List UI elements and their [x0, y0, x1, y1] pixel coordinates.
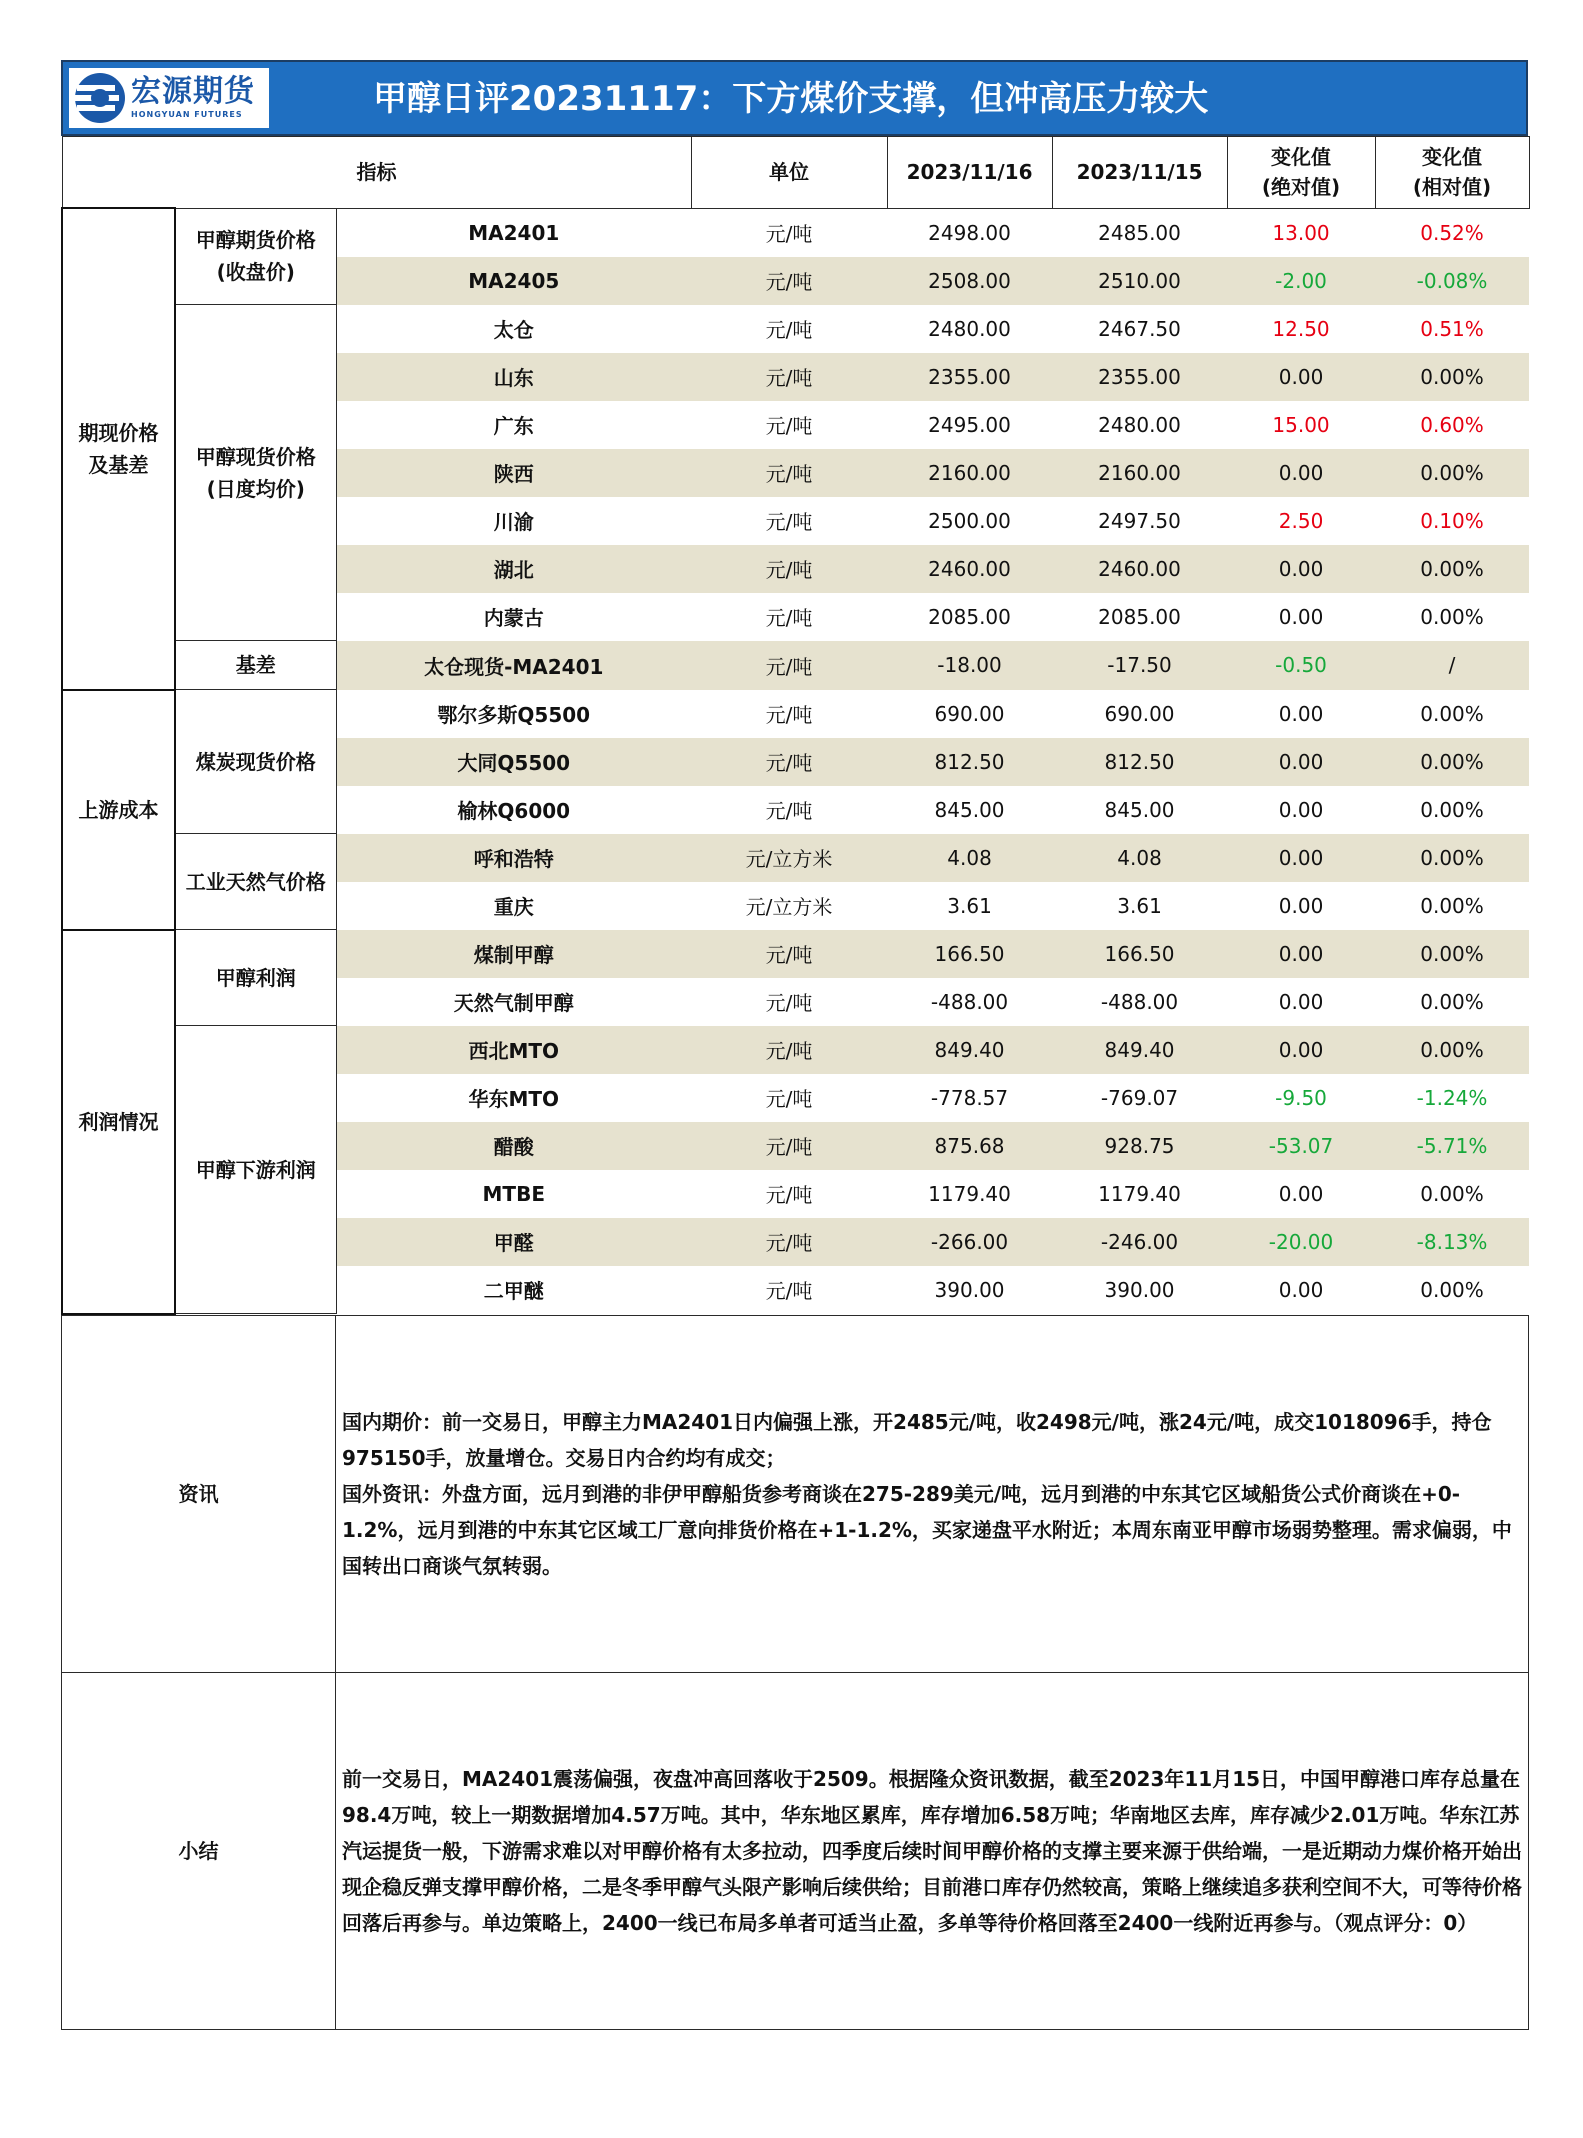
row-rel-change: -8.13%	[1375, 1218, 1529, 1266]
col-header-abs-change	[1227, 137, 1375, 209]
row-rel-change: 0.00%	[1420, 1181, 1484, 1206]
row-unit: 元/吨	[691, 545, 887, 593]
row-value-date2: 2085.00	[1098, 604, 1181, 629]
row-abs-change: 0.00	[1278, 1181, 1324, 1206]
row-unit: 元/吨	[765, 222, 813, 246]
row-abs-change: -53.07	[1227, 1122, 1375, 1170]
row-name: 太仓现货-MA2401	[336, 641, 691, 690]
row-value-date2: 845.00	[1104, 797, 1175, 822]
group-label: 甲醇期货价格 (收盘价)	[175, 208, 336, 305]
row-unit: 元/吨	[691, 353, 887, 401]
row-value-date2: 849.40	[1052, 1026, 1227, 1074]
table-row	[62, 1026, 1529, 1074]
row-value-date2: 928.75	[1052, 1122, 1227, 1170]
row-name: 太仓	[493, 318, 534, 342]
row-value-date2: 690.00	[1104, 701, 1175, 726]
table-row	[62, 641, 1529, 690]
logo-text-cn: 宏源期货	[131, 74, 255, 109]
row-rel-change: 0.00%	[1375, 353, 1529, 401]
row-abs-change: 0.00	[1278, 797, 1324, 822]
row-name: 广东	[493, 414, 534, 438]
row-rel-change: /	[1375, 641, 1529, 690]
row-unit: 元/吨	[765, 606, 813, 630]
row-name: 川渝	[493, 510, 534, 534]
row-rel-change: -5.71%	[1375, 1122, 1529, 1170]
news-content	[336, 1315, 1529, 1672]
row-abs-change: 0.00	[1278, 604, 1324, 629]
row-value-date2: 4.08	[1052, 834, 1227, 882]
row-name: MTBE	[482, 1181, 545, 1206]
row-rel-change: 0.00%	[1420, 701, 1484, 726]
row-abs-change: 0.00	[1227, 545, 1375, 593]
col-header-date2: 2023/11/15	[1052, 137, 1227, 209]
section-label: 期现价格 及基差	[62, 208, 175, 690]
row-name: 天然气制甲醇	[453, 991, 574, 1015]
rel-change-label: 变化值 (相对值)	[1412, 145, 1492, 200]
row-value-date1: 690.00	[934, 701, 1005, 726]
commentary-table	[61, 1315, 1529, 2030]
row-value-date2: 2480.00	[1098, 412, 1181, 437]
table-row	[62, 305, 1529, 353]
row-value-date2: 2467.50	[1098, 316, 1181, 341]
row-unit: 元/吨	[765, 510, 813, 534]
title-bar	[61, 60, 1528, 136]
row-value-date1: -488.00	[930, 989, 1009, 1014]
row-abs-change: 0.00	[1278, 1277, 1324, 1302]
row-value-date1: -18.00	[887, 641, 1052, 690]
row-value-date1: 2480.00	[928, 316, 1011, 341]
company-logo	[69, 68, 269, 128]
group-label: 甲醇下游利润	[175, 1026, 336, 1314]
news-row	[62, 1315, 1529, 1672]
news-paragraph-domestic: 国内期价：前一交易日，甲醇主力MA2401日内偏强上涨，开2485元/吨，收2498元/吨，涨24元/吨，成交1018096手，持仓975150手，放量增仓。交易日内合约均有成交；	[342, 1409, 1492, 1470]
row-name: 内蒙古	[483, 606, 544, 630]
summary-label: 小结	[62, 1672, 336, 2029]
row-name: 甲醛	[336, 1218, 691, 1266]
row-rel-change: 0.51%	[1420, 316, 1484, 341]
row-abs-change: 0.00	[1227, 1026, 1375, 1074]
col-header-rel-change	[1375, 137, 1529, 209]
report-sheet	[61, 60, 1528, 2030]
row-name: 煤制甲醇	[336, 930, 691, 978]
row-unit: 元/吨	[691, 930, 887, 978]
row-abs-change: 0.00	[1278, 893, 1324, 918]
abs-change-label: 变化值 (绝对值)	[1261, 145, 1341, 200]
page-title: 甲醇日评20231117：下方煤价支撑，但冲高压力较大	[373, 79, 1209, 119]
row-name: 重庆	[493, 895, 534, 919]
row-value-date1: 2500.00	[928, 508, 1011, 533]
row-name: MA2401	[468, 220, 560, 245]
data-table	[61, 136, 1530, 1315]
table-row	[62, 690, 1529, 738]
summary-content	[336, 1672, 1529, 2029]
summary-row	[62, 1672, 1529, 2029]
group-label: 甲醇现货价格 (日度均价)	[175, 305, 336, 641]
row-name: 陕西	[336, 449, 691, 497]
row-abs-change: 13.00	[1272, 220, 1330, 245]
row-rel-change: -0.08%	[1375, 257, 1529, 305]
row-abs-change: -0.50	[1227, 641, 1375, 690]
row-value-date2: 390.00	[1104, 1277, 1175, 1302]
row-value-date1: 875.68	[887, 1122, 1052, 1170]
row-value-date2: 166.50	[1052, 930, 1227, 978]
row-value-date1: 2160.00	[887, 449, 1052, 497]
row-abs-change: 0.00	[1278, 701, 1324, 726]
row-value-date2: 1179.40	[1098, 1181, 1181, 1206]
row-unit: 元/吨	[691, 738, 887, 786]
row-unit: 元/吨	[691, 257, 887, 305]
table-header-row	[62, 137, 1529, 209]
row-name: 湖北	[336, 545, 691, 593]
row-abs-change: -9.50	[1275, 1085, 1327, 1110]
row-rel-change: 0.60%	[1420, 412, 1484, 437]
row-unit: 元/吨	[765, 1183, 813, 1207]
row-abs-change: -20.00	[1227, 1218, 1375, 1266]
logo-emblem-icon	[73, 71, 127, 125]
row-value-date1: 2498.00	[928, 220, 1011, 245]
col-header-unit: 单位	[691, 137, 887, 209]
row-abs-change: 0.00	[1227, 834, 1375, 882]
row-rel-change: -1.24%	[1416, 1085, 1488, 1110]
row-rel-change: 0.00%	[1420, 1277, 1484, 1302]
group-label: 工业天然气价格	[175, 834, 336, 930]
section-label: 利润情况	[62, 930, 175, 1314]
row-unit: 元/吨	[691, 1026, 887, 1074]
row-unit: 元/吨	[765, 318, 813, 342]
row-abs-change: -2.00	[1227, 257, 1375, 305]
news-label: 资讯	[62, 1315, 336, 1672]
row-value-date1: 812.50	[887, 738, 1052, 786]
row-value-date1: 2508.00	[887, 257, 1052, 305]
row-rel-change: 0.52%	[1420, 220, 1484, 245]
row-value-date2: -246.00	[1052, 1218, 1227, 1266]
row-rel-change: 0.00%	[1420, 989, 1484, 1014]
row-name: 醋酸	[336, 1122, 691, 1170]
table-row	[62, 208, 1529, 257]
row-name: 山东	[336, 353, 691, 401]
row-value-date1: 2495.00	[928, 412, 1011, 437]
row-abs-change: 15.00	[1272, 412, 1330, 437]
row-name: 华东MTO	[468, 1087, 560, 1111]
col-header-indicator: 指标	[62, 137, 691, 209]
row-value-date2: -488.00	[1100, 989, 1179, 1014]
row-name: 西北MTO	[336, 1026, 691, 1074]
row-unit: 元/吨	[765, 991, 813, 1015]
row-value-date2: -17.50	[1052, 641, 1227, 690]
row-abs-change: 0.00	[1278, 989, 1324, 1014]
row-abs-change: 0.00	[1227, 738, 1375, 786]
row-value-date1: 845.00	[934, 797, 1005, 822]
row-unit: 元/吨	[691, 449, 887, 497]
row-value-date1: 390.00	[934, 1277, 1005, 1302]
table-row	[62, 834, 1529, 882]
row-value-date1: -266.00	[887, 1218, 1052, 1266]
row-name: 二甲醚	[483, 1279, 544, 1303]
group-label: 基差	[175, 641, 336, 690]
row-value-date1: 4.08	[887, 834, 1052, 882]
table-row	[62, 930, 1529, 978]
group-label: 煤炭现货价格	[175, 690, 336, 834]
row-value-date1: 3.61	[947, 893, 992, 918]
row-rel-change: 0.10%	[1420, 508, 1484, 533]
row-name: 大同Q5500	[336, 738, 691, 786]
summary-paragraph: 前一交易日，MA2401震荡偏强，夜盘冲高回落收于2509。根据隆众资讯数据，截至2023年11月15日，中国甲醇港口库存总量在98.4万吨，较上一期数据增加4.57万吨。其中，华东地区累库，库存增加6.58万吨；华南地区去库，库存减少2.01万吨。华东江苏汽运提货一般，下游需求难以对甲醇价格有太多拉动，四季度后续时间甲醇价格的支撑主要来源于供给端，一是近期动力煤价格开始出现企稳反弹支撑甲醇价格，二是冬季甲醇气头限产影响后续供给；目前港口库存仍然较高，策略上继续追多获利空间不大，可等待价格回落后再参与。单边策略上，2400一线已布局多单者可适当止盈，多单等待价格回落至2400一线附近再参与。（观点评分：0）	[342, 1766, 1522, 1935]
row-abs-change: 0.00	[1227, 449, 1375, 497]
row-value-date2: 2355.00	[1052, 353, 1227, 401]
row-value-date2: 3.61	[1117, 893, 1162, 918]
row-abs-change: 0.00	[1227, 930, 1375, 978]
row-value-date2: -769.07	[1100, 1085, 1179, 1110]
row-rel-change: 0.00%	[1375, 449, 1529, 497]
row-value-date1: 2460.00	[887, 545, 1052, 593]
news-paragraph-foreign: 国外资讯：外盘方面，远月到港的非伊甲醇船货参考商谈在275-289美元/吨，远月到港的中东其它区域船货公式价商谈在+0-1.2%，远月到港的中东其它区域工厂意向排货价格在+1-1.2%，买家递盘平水附近；本周东南亚甲醇市场弱势整理。需求偏弱，中国转出口商谈气氛转弱。	[342, 1481, 1512, 1578]
row-value-date1: 2085.00	[928, 604, 1011, 629]
row-value-date1: 166.50	[887, 930, 1052, 978]
row-value-date1: 849.40	[887, 1026, 1052, 1074]
group-label: 甲醇利润	[175, 930, 336, 1026]
row-abs-change: 2.50	[1278, 508, 1324, 533]
row-unit: 元/立方米	[745, 895, 833, 919]
row-unit: 元/吨	[765, 703, 813, 727]
row-unit: 元/吨	[765, 1087, 813, 1111]
row-value-date1: 2355.00	[887, 353, 1052, 401]
row-value-date2: 812.50	[1052, 738, 1227, 786]
row-name: 呼和浩特	[336, 834, 691, 882]
row-rel-change: 0.00%	[1375, 1026, 1529, 1074]
row-value-date2: 2510.00	[1052, 257, 1227, 305]
row-unit: 元/吨	[765, 1279, 813, 1303]
row-rel-change: 0.00%	[1375, 738, 1529, 786]
row-rel-change: 0.00%	[1375, 545, 1529, 593]
row-rel-change: 0.00%	[1420, 893, 1484, 918]
logo-text-en: HONGYUAN FUTURES	[131, 110, 243, 119]
row-value-date1: -778.57	[930, 1085, 1009, 1110]
row-rel-change: 0.00%	[1375, 834, 1529, 882]
section-label: 上游成本	[62, 690, 175, 930]
row-unit: 元/立方米	[691, 834, 887, 882]
row-unit: 元/吨	[691, 1218, 887, 1266]
row-value-date2: 2485.00	[1098, 220, 1181, 245]
row-name: 鄂尔多斯Q5500	[437, 703, 591, 727]
row-abs-change: 0.00	[1227, 353, 1375, 401]
col-header-date1: 2023/11/16	[887, 137, 1052, 209]
row-rel-change: 0.00%	[1420, 797, 1484, 822]
row-value-date1: 1179.40	[928, 1181, 1011, 1206]
row-value-date2: 2160.00	[1052, 449, 1227, 497]
row-value-date2: 2460.00	[1052, 545, 1227, 593]
row-value-date2: 2497.50	[1098, 508, 1181, 533]
row-name: MA2405	[336, 257, 691, 305]
row-unit: 元/吨	[691, 1122, 887, 1170]
row-unit: 元/吨	[765, 414, 813, 438]
row-unit: 元/吨	[765, 799, 813, 823]
row-name: 榆林Q6000	[457, 799, 571, 823]
row-abs-change: 12.50	[1272, 316, 1330, 341]
row-rel-change: 0.00%	[1420, 604, 1484, 629]
row-rel-change: 0.00%	[1375, 930, 1529, 978]
row-unit: 元/吨	[691, 641, 887, 690]
